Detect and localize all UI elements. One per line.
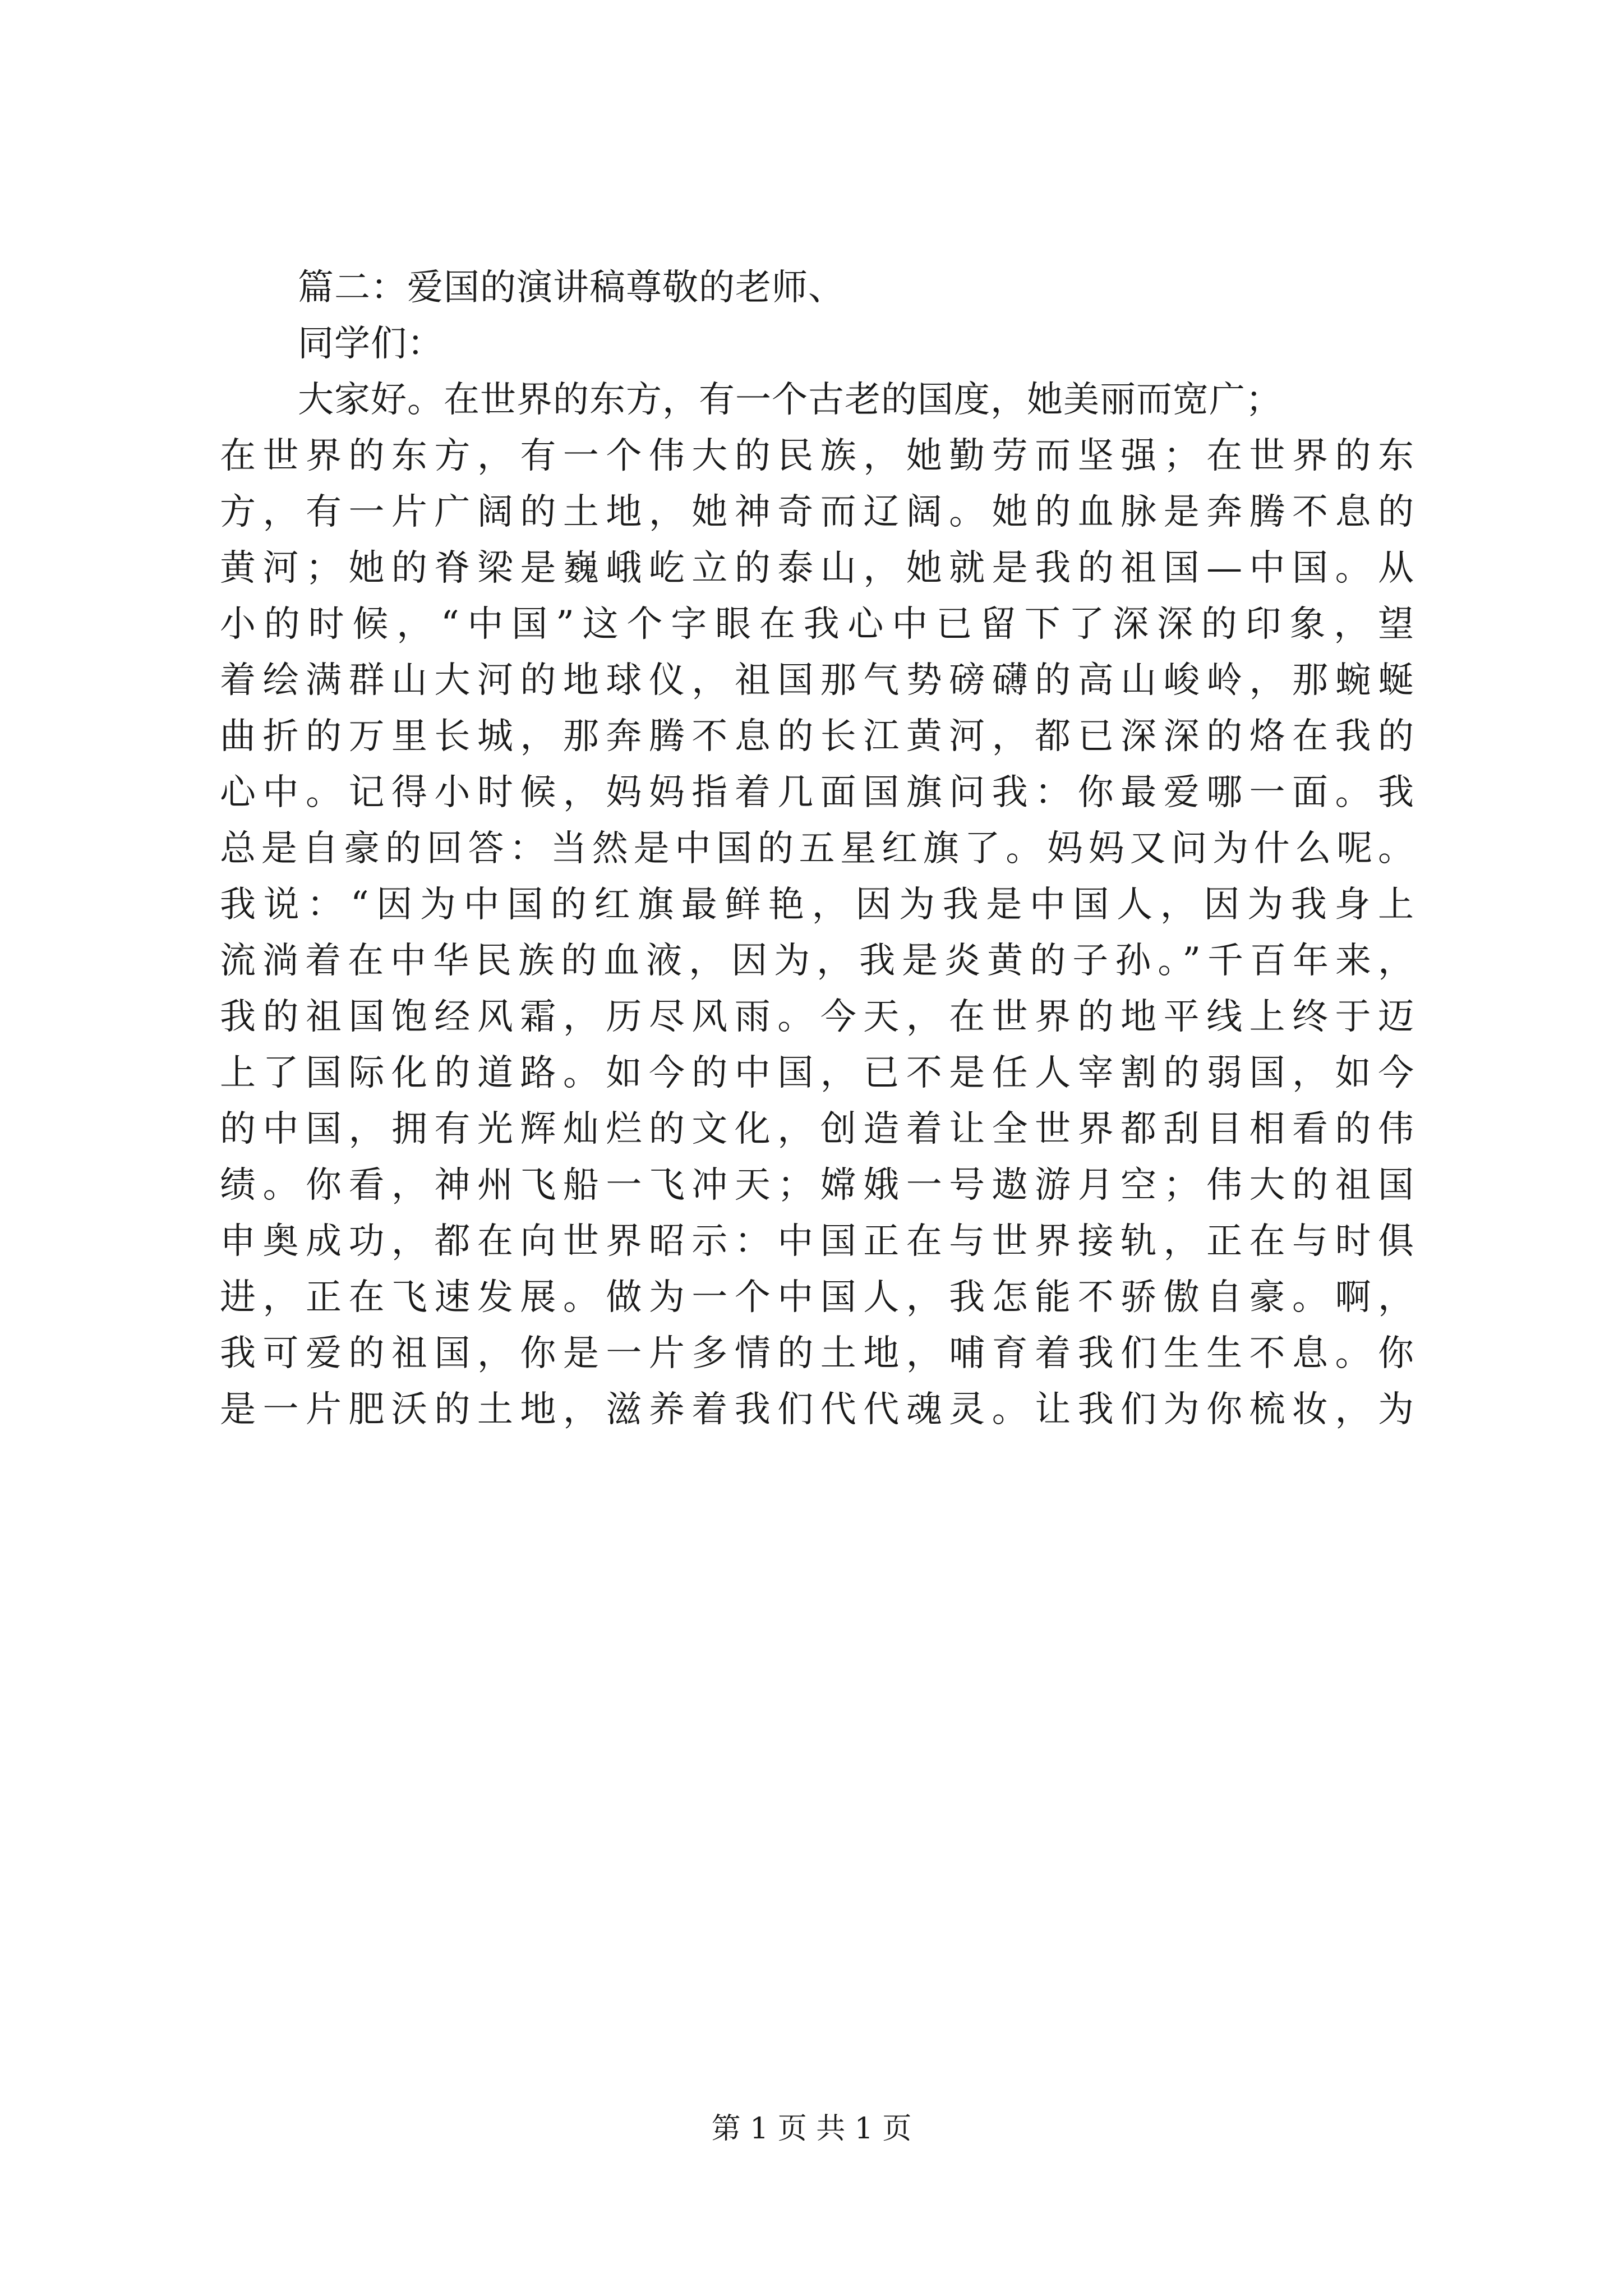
- paragraph-line: 着绘满群山大河的地球仪，祖国那气势磅礴的高山峻岭，那蜿蜒: [220, 660, 1414, 701]
- page-number-footer: 第 1 页 共 1 页: [711, 2112, 912, 2146]
- paragraph-line: 申奥成功，都在向世界昭示：中国正在与世界接轨，正在与时俱: [220, 1221, 1414, 1262]
- paragraph-line: 流淌着在中华民族的血液，因为，我是炎黄的子孙。”千百年来，: [220, 940, 1414, 982]
- paragraph-line: 黄河；她的脊梁是巍峨屹立的泰山，她就是我的祖国—中国。从: [220, 547, 1414, 589]
- paragraph-line: 方，有一片广阔的土地，她神奇而辽阔。她的血脉是奔腾不息的: [220, 491, 1414, 533]
- paragraph-line: 心中。记得小时候，妈妈指着几面国旗问我：你最爱哪一面。我: [220, 772, 1414, 813]
- paragraph-line: 我说：“因为中国的红旗最鲜艳，因为我是中国人，因为我身上: [220, 884, 1414, 926]
- paragraph-line: 曲折的万里长城，那奔腾不息的长江黄河，都已深深的烙在我的: [220, 716, 1414, 757]
- paragraph-line: 我的祖国饱经风霜，历尽风雨。今天，在世界的地平线上终于迈: [220, 996, 1414, 1038]
- paragraph-line: 绩。你看，神州飞船一飞冲天；嫦娥一号遨游月空；伟大的祖国: [220, 1165, 1414, 1206]
- document-body: [220, 260, 1414, 1438]
- paragraph-line: 在世界的东方，有一个伟大的民族，她勤劳而坚强；在世界的东: [220, 435, 1414, 477]
- paragraph-line: 是一片肥沃的土地，滋养着我们代代魂灵。让我们为你梳妆，为: [220, 1389, 1414, 1430]
- section-title: 篇二：爱国的演讲稿尊敬的老师、: [298, 267, 845, 309]
- salutation: 同学们：: [298, 323, 444, 365]
- paragraph-line: 小的时候，“中国”这个字眼在我心中已留下了深深的印象，望: [220, 604, 1414, 645]
- paragraph-line: 我可爱的祖国，你是一片多情的土地，哺育着我们生生不息。你: [220, 1333, 1414, 1374]
- paragraph-line: 大家好。在世界的东方，有一个古老的国度，她美丽而宽广；: [298, 379, 1282, 421]
- paragraph-line: 进，正在飞速发展。做为一个中国人，我怎能不骄傲自豪。啊，: [220, 1277, 1414, 1318]
- paragraph-line: 的中国，拥有光辉灿烂的文化，创造着让全世界都刮目相看的伟: [220, 1108, 1414, 1150]
- paragraph-line: 总是自豪的回答：当然是中国的五星红旗了。妈妈又问为什么呢。: [220, 828, 1414, 869]
- paragraph-line: 上了国际化的道路。如今的中国，已不是任人宰割的弱国，如今: [220, 1052, 1414, 1094]
